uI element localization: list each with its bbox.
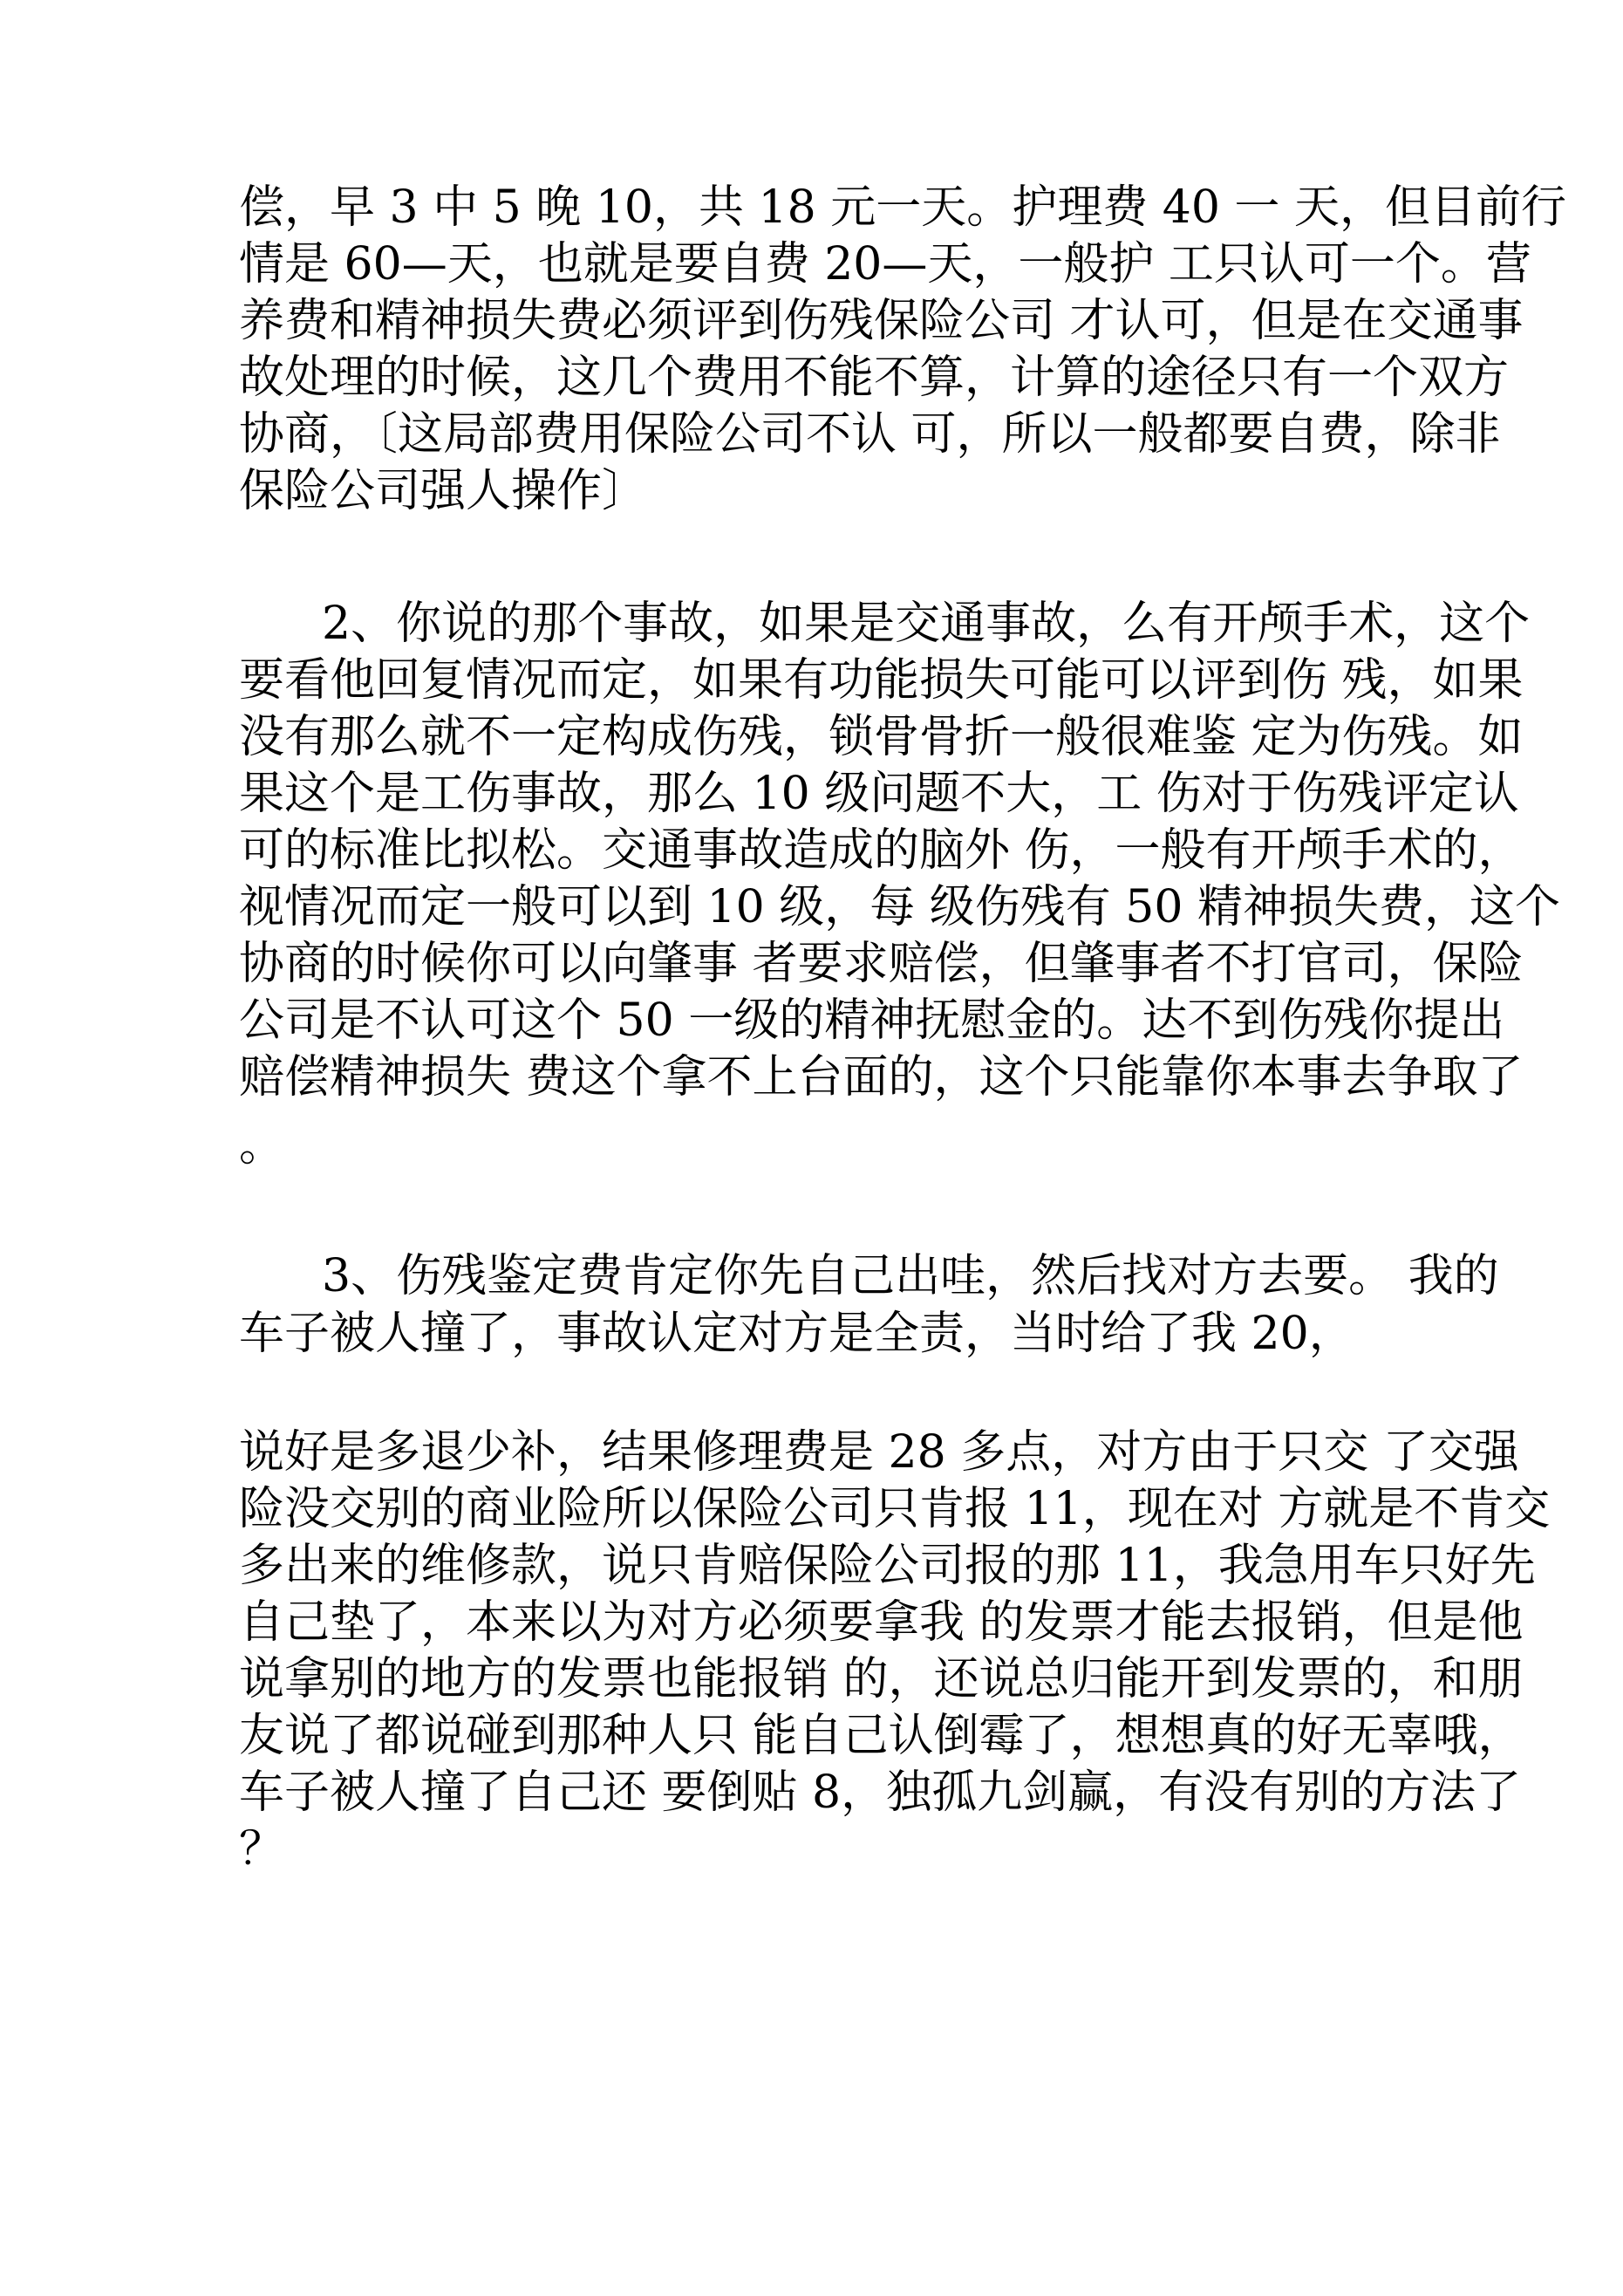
text-line: 3、伤残鉴定费肯定你先自己出哇，然后找对方去要。 我的 (322, 1250, 1499, 1302)
text-line: 车子被人撞了自己还 要倒贴 8，独孤九剑赢，有没有别的方法了 (239, 1766, 1522, 1819)
text-line: 说拿别的地方的发票也能报销 的，还说总归能开到发票的，和朋 (239, 1653, 1524, 1705)
text-line: 情是 60—天，也就是要自费 20—天，一般护 工只认可一个。营 (239, 238, 1531, 290)
text-line: 协商，〔这局部费用保险公司不认 可，所以一般都要自费，除非 (239, 408, 1501, 461)
text-line: 保险公司强人操作〕 (239, 465, 648, 517)
text-line: 车子被人撞了，事故认定对方是全责，当时给了我 20， (239, 1308, 1354, 1360)
text-line: 养费和精神损失费必须评到伤残保险公司 才认可，但是在交通事 (239, 295, 1524, 347)
text-line: 果这个是工伤事故，那么 10 级问题不大，工 伤对于伤残评定认 (239, 768, 1519, 820)
text-line: 险没交别的商业险所以保险公司只肯报 11，现在对 方就是不肯交 (239, 1483, 1551, 1535)
text-line: 可的标准比拟松。交通事故造成的脑外 伤，一般有开颅手术的， (239, 824, 1524, 877)
text-line: 多出来的维修款，说只肯赔保险公司报的那 11，我急用车只好先 (239, 1540, 1536, 1592)
text-line: 故处理的时候，这几个费用不能不算，计算的途径只有一个双方 (239, 352, 1510, 404)
text-line: 公司是不认可这个 50 一级的精神抚慰金的。达不到伤残你提出 (239, 994, 1505, 1047)
text-line: 没有那么就不一定构成伤残，锁骨骨折一般很难鉴 定为伤残。如 (239, 711, 1524, 763)
text-line: 赔偿精神损失 费这个拿不上台面的，这个只能靠你本事去争取了 (239, 1051, 1524, 1104)
text-line: 。 (239, 1119, 285, 1172)
text-line: 2、你说的那个事故，如果是交通事故，么有开颅手术，这个 (322, 598, 1531, 650)
text-line: ？ (239, 1823, 285, 1876)
text-line: 说好是多退少补，结果修理费是 28 多点，对方由于只交 了交强 (239, 1426, 1519, 1479)
text-line: 协商的时候你可以向肇事 者要求赔偿，但肇事者不打官司，保险 (239, 938, 1524, 990)
text-line: 自己垫了，本来以为对方必须要拿我 的发票才能去报销，但是他 (239, 1596, 1524, 1649)
text-line: 视情况而定一般可以到 10 级，每 级伤残有 50 精神损失费，这个 (239, 881, 1560, 933)
text-line: 要看他回复情况而定，如果有功能损失可能可以评到伤 残，如果 (239, 654, 1524, 707)
text-line: 友说了都说碰到那种人只 能自己认倒霉了，想想真的好无辜哦， (239, 1710, 1524, 1762)
text-line: 偿，早 3 中 5 晚 10，共 18 元一天。护理费 40 一 天，但目前行 (239, 181, 1566, 234)
